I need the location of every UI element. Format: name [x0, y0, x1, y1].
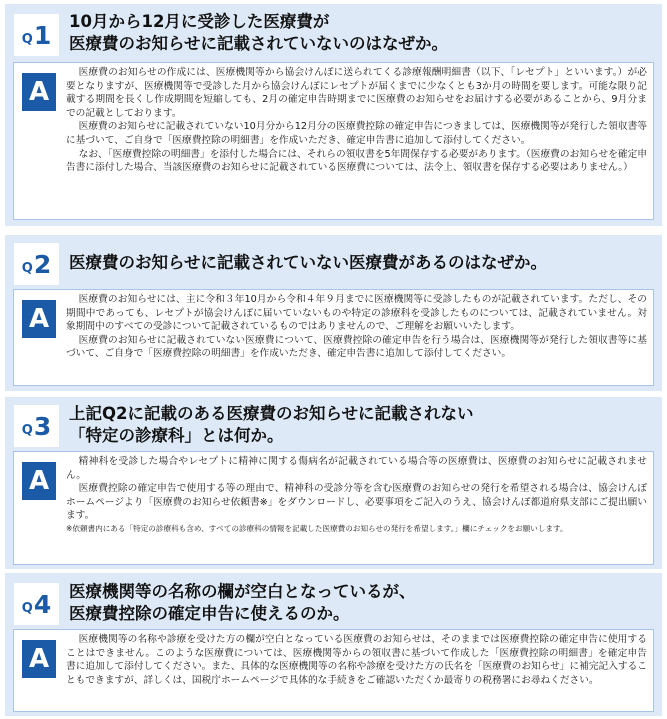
question-title: 上記Q2に記載のある医療費のお知らせに記載されない 「特定の診療科」とは何か。	[69, 404, 474, 445]
qa-section-1	[5, 4, 662, 226]
answer-body	[66, 633, 647, 687]
answer-paragraph: 医療費のお知らせの作成には、医療機関等から協会けんぽに送られてくる診療報酬明細書（以下、「レセプト」といいます。）が必要となりますが、医療機関等で受診した月から協会けんぽにレセプトが届くまでに少なくとも3か月の時間を要します。可能な限り記載する期間を長くし作成期間を短縮しても、2月の確定申告時期までに医療費のお知らせをお届けする必要があることから、9月分までの記載としております。	[66, 67, 647, 119]
question-badge: Q 3	[14, 405, 59, 447]
answer-box-3	[13, 451, 654, 565]
answer-paragraph: 医療費のお知らせには、主に令和３年10月から令和４年９月までに医療機関等に受診したものが記載されています。ただし、その期間中であっても、レセプトが協会けんぽに届いていないものや特定の診療科を受診したものについては、記載されていません。対象期間中のすべての受診について記載されているものではありませんので、ご理解をお願いいたします。	[66, 294, 647, 333]
answer-body	[66, 293, 647, 361]
question-title: 10月から12月に受診した医療費が 医療費のお知らせに記載されていないのはなぜか。	[69, 12, 449, 53]
answer-box-1	[13, 62, 654, 220]
qa-section-2	[5, 235, 662, 391]
answer-paragraph: 医療費のお知らせに記載されていない医療費について、医療費控除の確定申告を行う場合は、医療機関等が発行した領収書等に基づいて、ご自身で「医療費控除の明細書」を作成いただき、確定申告書に追加して添付してください。	[66, 334, 647, 360]
question-badge: Q 4	[14, 583, 59, 625]
answer-badge: A	[22, 300, 56, 338]
answer-box-4	[13, 629, 654, 712]
answer-body	[66, 455, 647, 534]
answer-badge: A	[22, 462, 56, 500]
question-badge: Q 2	[14, 243, 59, 285]
answer-paragraph: 医療機関等の名称や診療を受けた方の欄が空白となっている医療費のお知らせは、そのままでは医療費控除の確定申告に使用することはできません。このような医療費については、医療機関等からの領収書に基づいて作成した「医療費控除の明細書」を確定申告書に追加して添付してください。また、具体的な医療機関等の名称や診療を受けた方の氏名を「医療費のお知らせ」に補完記入することもできますが、詳しくは、国税庁ホームページで具体的な手続きをご確認いただくか最寄りの税務署にお尋ねください。	[66, 634, 647, 686]
question-title: 医療費のお知らせに記載されていない医療費があるのはなぜか。	[69, 253, 548, 272]
answer-badge: A	[22, 640, 56, 678]
question-title: 医療機関等の名称の欄が空白となっているが、 医療費控除の確定申告に使えるのか。	[69, 582, 416, 623]
answer-paragraph: 医療費控除の確定申告で使用する等の理由で、精神科の受診分等を含む医療費のお知らせの発行を希望される場合は、協会けんぽホームページより「医療費のお知らせ依頼書※」をダウンロードし、必要事項をご記入のうえ、協会けんぽ都道府県支部にご提出願います。	[66, 483, 647, 522]
answer-paragraph: 精神科を受診した場合やレセプトに精神に関する傷病名が記載されている場合等の医療費は、医療費のお知らせに記載されません。	[66, 456, 647, 481]
answer-body	[66, 66, 647, 175]
qa-section-3	[5, 397, 662, 569]
answer-note: ※依頼書内にある「特定の診療科も含め、すべての診療科の情報を記載した医療費のお知らせの発行を希望します。」欄にチェックをお願いします。	[66, 523, 568, 533]
answer-paragraph: 医療費のお知らせに記載されていない10月分から12月分の医療費控除の確定申告につきましては、医療機関等が発行した領収書等に基づいて、ご自身で「医療費控除の明細書」を作成いただき、確定申告書に追加して添付してください。	[66, 121, 647, 146]
qa-section-4	[5, 573, 662, 716]
answer-paragraph: なお、「医療費控除の明細書」を添付した場合には、それらの領収書を5年間保存する必要があります。（医療費のお知らせを確定申告書に添付した場合、当該医療費のお知らせに記載されている医療費については、法令上、領収書を保存する必要はありません。）	[66, 148, 647, 174]
question-badge: Q 1	[14, 14, 59, 56]
answer-box-2	[13, 289, 654, 386]
answer-badge: A	[22, 73, 56, 111]
